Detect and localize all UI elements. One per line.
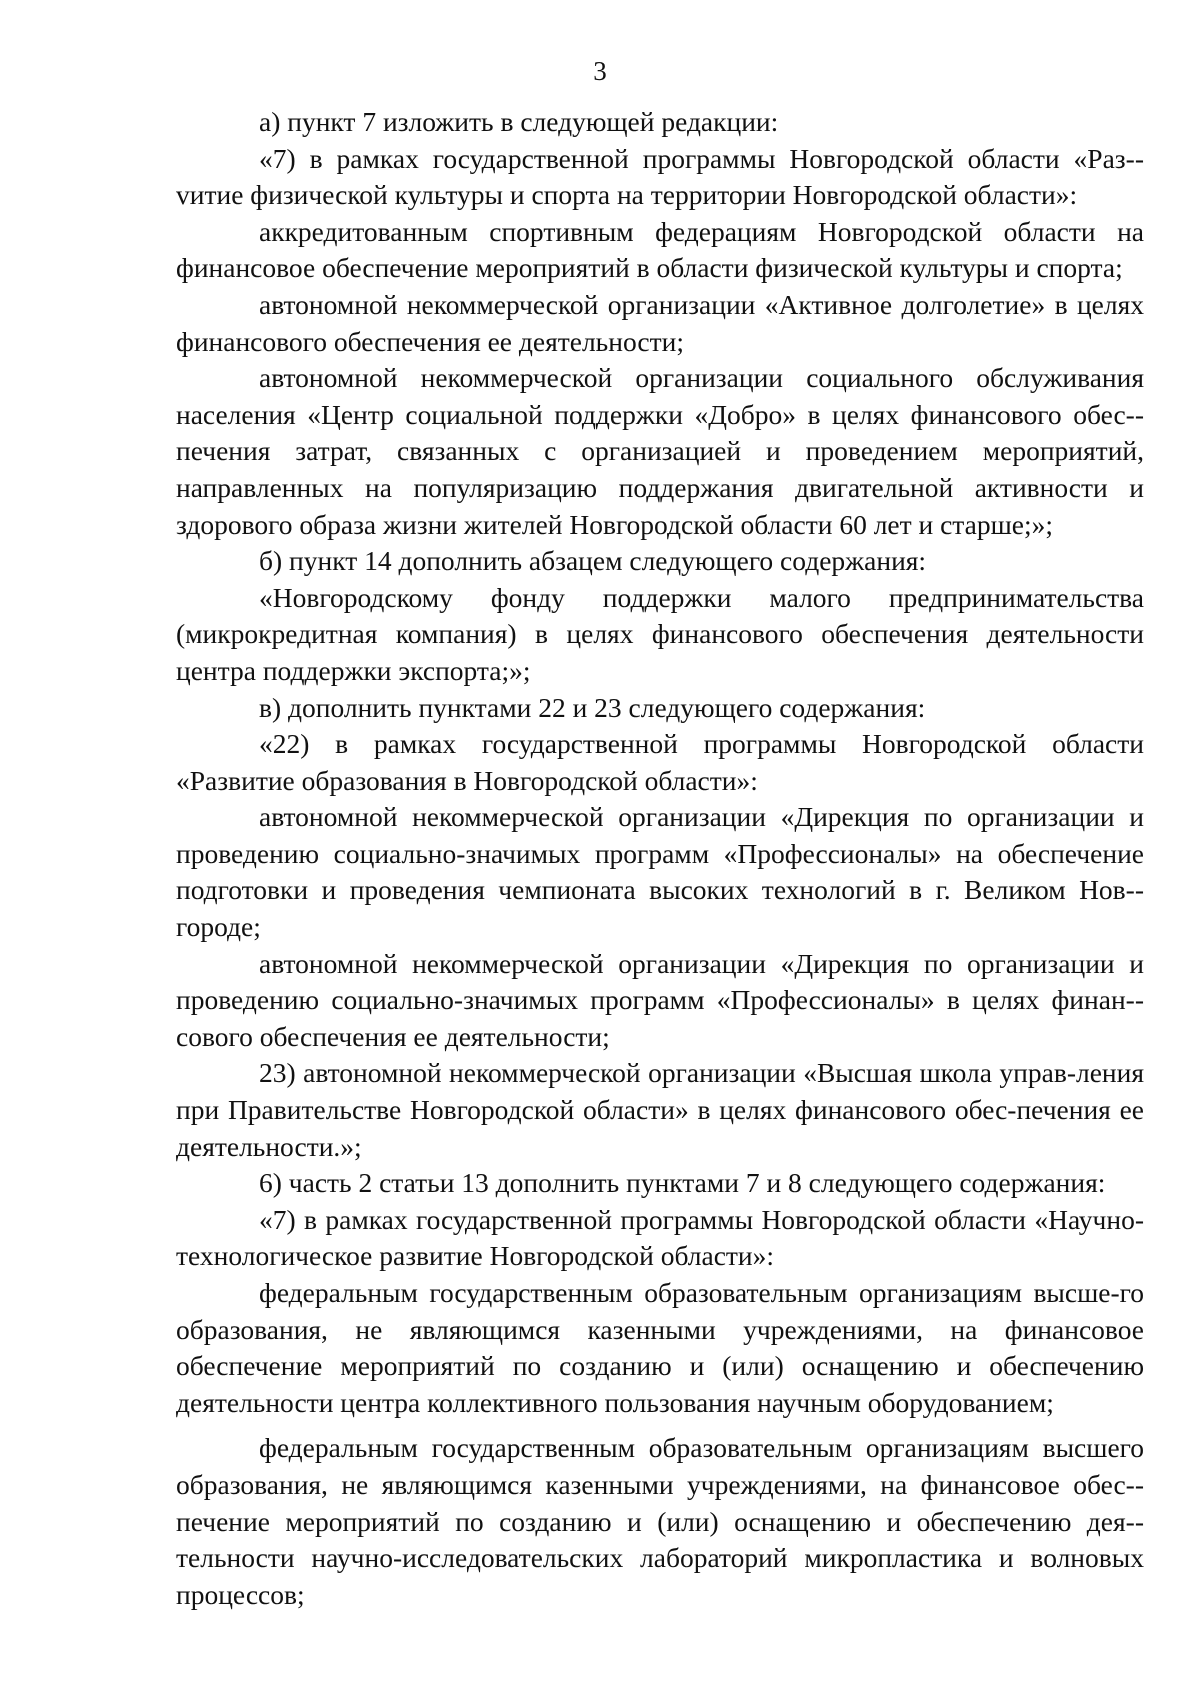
paragraph-11: автономной некоммерческой организации «Дирекция по организации и проведению социально-значимых программ «Профессионалы» в целях финан-сового обеспечения ее деятельности; [176, 947, 1144, 1052]
paragraph-15: федеральным государственным образовательным организациям высше-го образования, не являющимся казенными учреждениями, на финансовое обеспечение мероприятий по созданию и (или) оснащению и обеспечению деятельности центра коллективного пользования научным оборудованием; [176, 1277, 1144, 1418]
paragraph-7: «Новгородскому фонду поддержки малого предпринимательства (микрокредитная компания) в целях финансового обеспечения деятельности центра поддержки экспорта;»; [176, 581, 1144, 686]
paragraph-12: 23) автономной некоммерческой организации «Высшая школа управ-ления при Правительстве Новгородской области» в целях финансового обес-печения ее деятельности.»; [176, 1057, 1144, 1162]
paragraph-16: федеральным государственным образовательным организациям высшего образования, не являющимся казенными учреждениями, на финансовое обес-печение мероприятий по созданию и (или) оснащению и обеспечению дея-тельности научно-исследовательских лабораторий микропластика и волновых процессов; [176, 1432, 1144, 1610]
paragraph-2: «7) в рамках государственной программы Новгородской области «Раз-vитие физической культуры и спорта на территории Новгородской области»: [176, 142, 1144, 211]
paragraph-14: «7) в рамках государственной программы Новгородской области «Научно-технологическое развитие Новгородской области»: [176, 1203, 1144, 1272]
paragraph-6: б) пункт 14 дополнить абзацем следующего содержания: [259, 545, 927, 577]
paragraph-13: 6) часть 2 статьи 13 дополнить пунктами 7 и 8 следующего содержания: [259, 1167, 1106, 1199]
document-body [176, 104, 1144, 1613]
paragraph-10: автономной некоммерческой организации «Дирекция по организации и проведению социально-значимых программ «Профессионалы» на обеспечение подготовки и проведения чемпионата высоких технологий в г. Великом Нов-городе; [176, 801, 1144, 943]
paragraph-9: «22) в рамках государственной программы Новгородской области «Развитие образования в Новгородской области»: [176, 728, 1144, 796]
paragraph-3: аккредитованным спортивным федерациям Новгородской области на финансовое обеспечение мероприятий в области физической культуры и спорта; [176, 215, 1144, 284]
paragraph-1: а) пункт 7 изложить в следующей редакции: [259, 106, 779, 137]
paragraph-4: автономной некоммерческой организации «Активное долголетие» в целях финансового обеспечения ее деятельности; [176, 288, 1144, 357]
paragraph-8: в) дополнить пунктами 22 и 23 следующего содержания: [259, 691, 926, 723]
paragraph-5: автономной некоммерческой организации социального обслуживания населения «Центр социальной поддержки «Добро» в целях финансового обес-печения затрат, связанных с организацией и проведением мероприятий, направленных на популяризацию поддержания двигательной активности и здорового образа жизни жителей Новгородской области 60 лет и старше;»; [176, 362, 1144, 540]
page-number: 3 [593, 56, 607, 86]
